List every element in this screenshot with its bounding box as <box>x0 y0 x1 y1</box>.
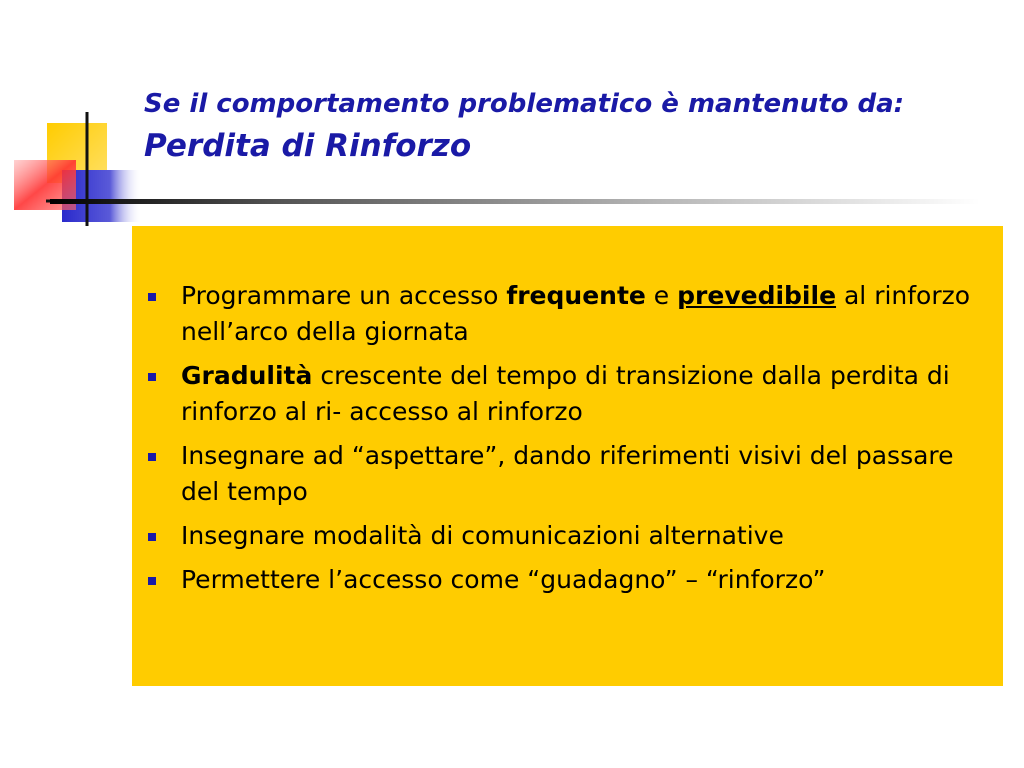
bullet-3-text: Insegnare ad “aspettare”, dando riferimenti visivi del passare del tempo <box>181 441 954 506</box>
bullet-1-prevedibile: prevedibile <box>677 281 837 310</box>
slide-title-line2: Perdita di Rinforzo <box>144 128 472 164</box>
bullet-item-1 <box>148 278 993 350</box>
bullet-item-2 <box>148 358 993 430</box>
square-bullet-icon <box>148 453 156 461</box>
bullet-item-4 <box>148 518 993 554</box>
square-bullet-icon <box>148 293 156 301</box>
bullet-5-text: Permettere l’accesso come “guadagno” – “rinforzo” <box>181 565 826 594</box>
bullet-list <box>148 278 993 606</box>
slide-title-line1: Se il comportamento problematico è mantenuto da: <box>144 89 905 119</box>
bullet-item-3 <box>148 438 993 510</box>
square-bullet-icon <box>148 577 156 585</box>
bullet-1-text-b: e <box>645 281 678 310</box>
bullet-item-5 <box>148 562 993 598</box>
slide-title <box>144 84 904 168</box>
bullet-2-text: crescente del tempo di transizione dalla perdita di rinforzo al ri- accesso al rinforzo <box>181 361 950 426</box>
bullet-2-gradulita: Gradulità <box>181 361 313 390</box>
square-bullet-icon <box>148 373 156 381</box>
bullet-1-frequente: frequente <box>506 281 646 310</box>
bullet-1-text-a: Programmare un accesso <box>181 281 507 310</box>
content-box <box>132 226 1003 686</box>
bullet-4-text: Insegnare modalità di comunicazioni alternative <box>181 521 784 550</box>
square-bullet-icon <box>148 533 156 541</box>
bullet-1-text-c: al rinforzo nell’arco della giornata <box>181 281 971 346</box>
title-divider <box>50 199 980 204</box>
